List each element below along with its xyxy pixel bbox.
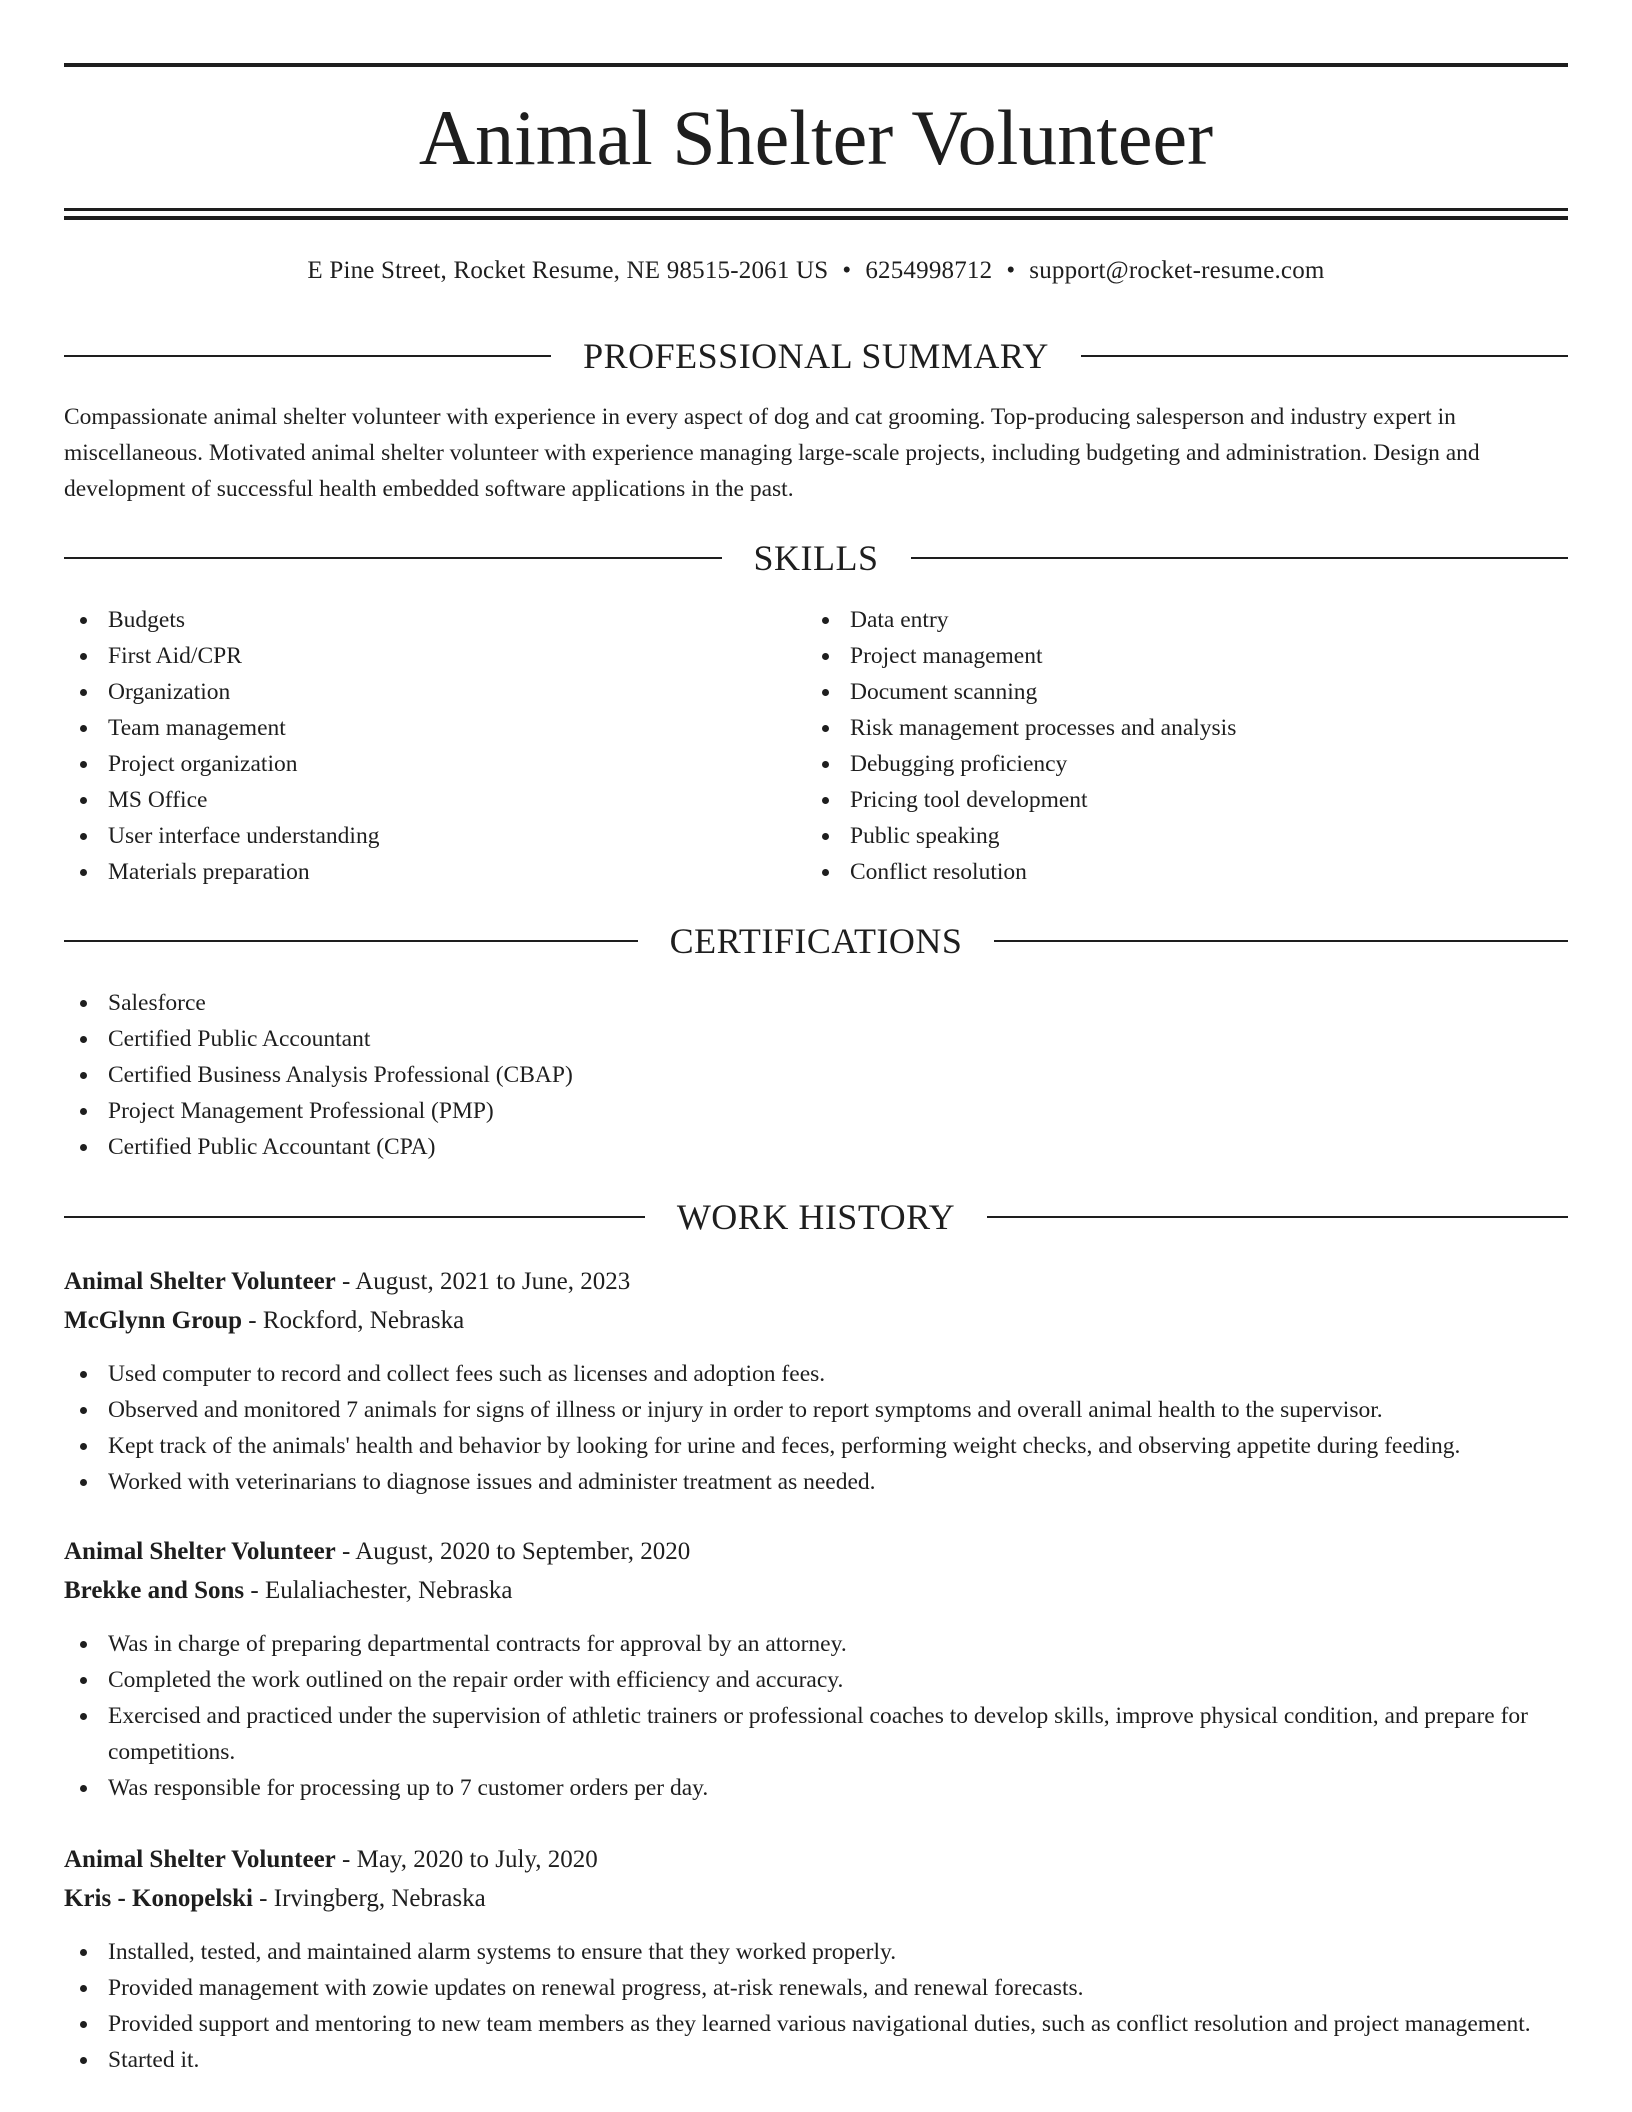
- job-company: Brekke and Sons: [64, 1577, 245, 1604]
- section-rule: [64, 557, 722, 559]
- section-header-summary: [64, 336, 1568, 376]
- contact-phone: 6254998712: [865, 257, 993, 284]
- certification-item: Project Management Professional (PMP): [64, 1093, 1568, 1129]
- skill-item: User interface understanding: [64, 818, 804, 854]
- job-duty: Installed, tested, and maintained alarm systems to ensure that they worked properly.: [64, 1934, 1568, 1970]
- skill-item: Debugging proficiency: [806, 746, 1568, 782]
- job-company-line: [64, 1301, 1568, 1340]
- job-title-line: [64, 1840, 1568, 1879]
- job-duty: Provided support and mentoring to new team members as they learned various navigational duties, such as conflict resolution and project management.: [64, 2006, 1568, 2042]
- job-company: Kris - Konopelski: [64, 1885, 253, 1912]
- skill-item: Document scanning: [806, 674, 1568, 710]
- job-duty: Was in charge of preparing departmental contracts for approval by an attorney.: [64, 1626, 1568, 1662]
- job-duty: Completed the work outlined on the repair order with efficiency and accuracy.: [64, 1662, 1568, 1698]
- job-duty: Kept track of the animals' health and behavior by looking for urine and feces, performing weight checks, and observing appetite during feeding.: [64, 1428, 1568, 1464]
- job-title: Animal Shelter Volunteer: [64, 1846, 336, 1873]
- certification-item: Certified Public Accountant (CPA): [64, 1129, 1568, 1165]
- contact-line: [64, 254, 1568, 288]
- job-title-line: [64, 1532, 1568, 1571]
- job-location: - Eulaliachester, Nebraska: [244, 1577, 513, 1604]
- certifications-list: [64, 985, 1568, 1165]
- job-title: Animal Shelter Volunteer: [64, 1538, 336, 1565]
- contact-separator: •: [1006, 257, 1016, 284]
- summary-text: Compassionate animal shelter volunteer with experience in every aspect of dog and cat grooming. Top-producing salesperson and industry expert in miscellaneous. Motivated animal shelter volunteer with experience managing large-scale projects, including budgeting and administration. Design and development of successful health embedded software applications in the past.: [64, 404, 1480, 502]
- skill-item: Public speaking: [806, 818, 1568, 854]
- skill-item: Project organization: [64, 746, 804, 782]
- skill-item: Pricing tool development: [806, 782, 1568, 818]
- skill-item: Project management: [806, 638, 1568, 674]
- contact-separator: •: [842, 257, 852, 284]
- job-duty: Exercised and practiced under the supervision of athletic trainers or professional coaches to develop skills, improve physical condition, and prepare for competitions.: [64, 1698, 1568, 1770]
- job-duty: Worked with veterinarians to diagnose issues and administer treatment as needed.: [64, 1464, 1568, 1500]
- job-location: - Irvingberg, Nebraska: [252, 1885, 486, 1912]
- certification-item: Certified Business Analysis Professional (CBAP): [64, 1057, 1568, 1093]
- job-company: McGlynn Group: [64, 1307, 243, 1334]
- section-rule: [911, 557, 1569, 559]
- skill-item: Risk management processes and analysis: [806, 710, 1568, 746]
- section-title-work-history: WORK HISTORY: [676, 1197, 956, 1237]
- job-company-line: [64, 1571, 1568, 1610]
- job-duties-list: [64, 1356, 1568, 1500]
- section-rule: [64, 1216, 645, 1218]
- skill-item: Conflict resolution: [806, 854, 1568, 890]
- section-rule: [994, 940, 1568, 942]
- section-rule: [987, 1216, 1568, 1218]
- top-rule: [64, 63, 1568, 67]
- section-title-certifications: CERTIFICATIONS: [669, 921, 963, 961]
- title-rule-lower: [64, 216, 1568, 220]
- skill-item: Data entry: [806, 602, 1568, 638]
- job-dates: - May, 2020 to July, 2020: [335, 1846, 598, 1873]
- job-location: - Rockford, Nebraska: [242, 1307, 465, 1334]
- job-company-line: [64, 1879, 1568, 1918]
- section-header-certifications: [64, 921, 1568, 961]
- skill-item: MS Office: [64, 782, 804, 818]
- section-title-summary: PROFESSIONAL SUMMARY: [583, 336, 1049, 376]
- skills-list-left: [64, 602, 804, 890]
- title-rule-upper: [64, 208, 1568, 211]
- job-duty: Started it.: [64, 2042, 1568, 2078]
- section-rule: [64, 940, 638, 942]
- section-header-work-history: [64, 1197, 1568, 1237]
- section-header-skills: [64, 538, 1568, 578]
- section-rule: [64, 355, 551, 357]
- skill-item: Materials preparation: [64, 854, 804, 890]
- job-dates: - August, 2021 to June, 2023: [335, 1268, 631, 1295]
- skill-item: Organization: [64, 674, 804, 710]
- contact-email: support@rocket-resume.com: [1029, 257, 1325, 284]
- job-title: Animal Shelter Volunteer: [64, 1268, 336, 1295]
- job-duty: Provided management with zowie updates on renewal progress, at-risk renewals, and renewal forecasts.: [64, 1970, 1568, 2006]
- job-duty: Observed and monitored 7 animals for signs of illness or injury in order to report symptoms and overall animal health to the supervisor.: [64, 1392, 1568, 1428]
- resume-title: Animal Shelter Volunteer: [418, 94, 1214, 181]
- section-title-skills: SKILLS: [753, 538, 879, 578]
- job-title-line: [64, 1262, 1568, 1301]
- certification-item: Certified Public Accountant: [64, 1021, 1568, 1057]
- skill-item: Budgets: [64, 602, 804, 638]
- certification-item: Salesforce: [64, 985, 1568, 1021]
- job-duty: Was responsible for processing up to 7 customer orders per day.: [64, 1770, 1568, 1806]
- job-duties-list: [64, 1934, 1568, 2078]
- contact-address: E Pine Street, Rocket Resume, NE 98515-2061 US: [307, 257, 829, 284]
- job-entry: [64, 1262, 1568, 1500]
- skills-list-right: [806, 602, 1568, 890]
- skill-item: First Aid/CPR: [64, 638, 804, 674]
- section-rule: [1081, 355, 1568, 357]
- skill-item: Team management: [64, 710, 804, 746]
- job-entry: [64, 1532, 1568, 1806]
- job-entry: [64, 1840, 1568, 2078]
- job-dates: - August, 2020 to September, 2020: [335, 1538, 691, 1565]
- job-duties-list: [64, 1626, 1568, 1806]
- job-duty: Used computer to record and collect fees such as licenses and adoption fees.: [64, 1356, 1568, 1392]
